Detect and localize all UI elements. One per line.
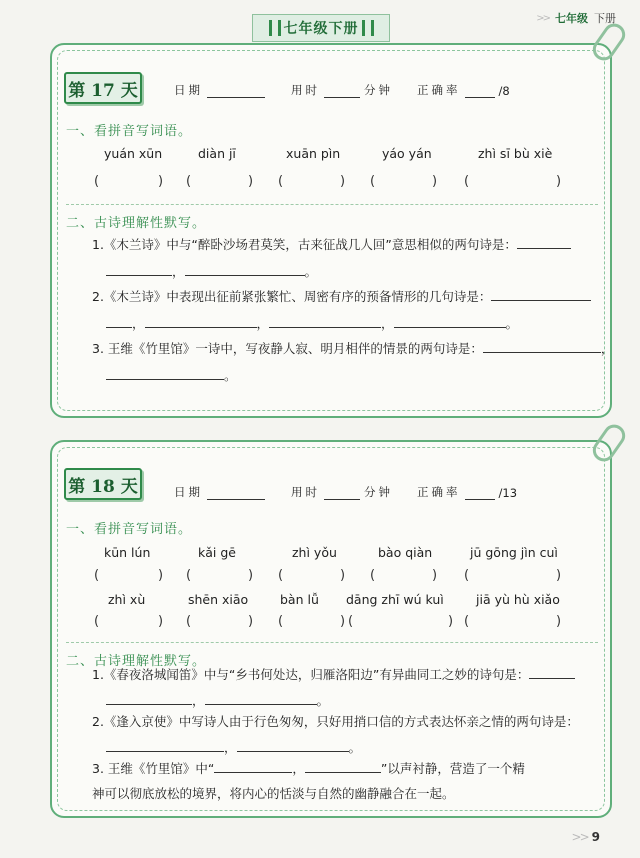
comma: ， [224, 740, 237, 755]
minutes-label: 分钟 [364, 83, 393, 97]
banner-bar-left [269, 20, 272, 36]
day17-answer-1-close: ) [158, 174, 164, 189]
day18-r1-answer-1-open[interactable]: ( [94, 568, 100, 583]
comma: ， [192, 693, 205, 708]
day18-r1-answer-4-open[interactable]: ( [370, 568, 376, 583]
day18-card-inner-border [57, 447, 605, 811]
accuracy-blank[interactable] [465, 488, 495, 500]
day18-r1-answer-1-close: ) [158, 568, 164, 583]
day18-pinyin-2: kǎi gē [198, 545, 236, 560]
day17-pinyin-5: zhì sī bù xiè [478, 146, 553, 161]
day17-q1-blank-c[interactable] [185, 264, 305, 276]
day18-q2-blank-b[interactable] [237, 740, 349, 752]
day18-q3-line-2 [92, 784, 455, 802]
date-blank[interactable] [207, 86, 265, 98]
period: 。 [224, 368, 237, 383]
comma: ， [381, 316, 394, 331]
day18-r2-answer-4-open[interactable]: ( [348, 614, 354, 629]
day18-r1-answer-2-close: ) [248, 568, 254, 583]
day17-q2-blank-c[interactable] [145, 316, 257, 328]
day18-pinyin-5: jū gōng jìn cuì [470, 545, 558, 560]
day18-question-3 [92, 761, 525, 777]
day17-q2-text: 2.《木兰诗》中表现出征前紧张繁忙、周密有序的预备情形的几句诗是： [92, 289, 492, 304]
date-label: 日期 [174, 485, 203, 499]
date-label: 日期 [174, 83, 203, 97]
day18-q1-blank-b[interactable] [106, 693, 192, 705]
day17-question-3 [92, 341, 613, 357]
day18-r2-answer-5-close: ) [556, 614, 562, 629]
day18-r2-answer-3-open[interactable]: ( [278, 614, 284, 629]
day18-pinyin-6: zhì xù [108, 592, 146, 607]
comma: ， [132, 316, 145, 331]
period: 。 [348, 740, 362, 755]
date-blank[interactable] [207, 488, 265, 500]
day18-score-total: /13 [498, 486, 518, 500]
day17-badge [64, 72, 142, 104]
day17-q3-blank-a[interactable] [483, 341, 601, 353]
day18-q3-text-b: ”以声衬静，营造了一个精 [380, 761, 525, 776]
day18-section2-title: 二、古诗理解性默写。 [66, 654, 207, 669]
day18-q3-blank-a[interactable] [214, 761, 292, 773]
day18-r2-answer-1-open[interactable]: ( [94, 614, 100, 629]
day18-badge [64, 468, 142, 500]
day17-answer-3-open[interactable]: ( [278, 174, 284, 189]
page-number-value: 9 [591, 830, 600, 844]
header-grade: 七年级 [555, 12, 588, 25]
day18-r1-answer-5-close: ) [556, 568, 562, 583]
day17-question-1 [92, 237, 571, 253]
day18-r1-answer-5-open[interactable]: ( [464, 568, 470, 583]
day18-question-1 [92, 667, 575, 683]
day18-r2-answer-2-open[interactable]: ( [186, 614, 192, 629]
day17-divider [66, 204, 598, 205]
day18-q3-blank-b[interactable] [305, 761, 381, 773]
banner-bar-right [362, 20, 365, 36]
day18-pinyin-1: kūn lún [104, 545, 151, 560]
day17-badge-label: 第 17 天 [68, 80, 138, 101]
day18-q1-answer-line [106, 691, 329, 709]
day18-section1-title: 一、看拼音写词语。 [66, 522, 193, 537]
comma: ， [600, 341, 614, 356]
day17-answer-2-open[interactable]: ( [186, 174, 192, 189]
day18-q1-text: 1.《春夜洛城闻笛》中与“乡书何处达，归雁洛阳边”有异曲同工之妙的诗句是： [92, 667, 530, 682]
day18-r2-answer-1-close: ) [158, 614, 164, 629]
comma: ， [172, 264, 185, 279]
minutes-label: 分钟 [364, 485, 393, 499]
period: 。 [505, 316, 519, 331]
time-blank[interactable] [324, 488, 360, 500]
day17-q2-blank-a[interactable] [491, 289, 591, 301]
day17-answer-4-close: ) [432, 174, 438, 189]
day18-r2-answer-2-close: ) [248, 614, 254, 629]
day18-q2-blank-a[interactable] [106, 740, 224, 752]
day18-pinyin-7: shēn xiāo [188, 592, 249, 607]
day18-pinyin-8: bàn lǚ [280, 592, 319, 607]
accuracy-label: 正确率 [417, 485, 461, 499]
day17-meta-row [174, 82, 510, 98]
header-volume: 下册 [594, 12, 616, 25]
day18-divider [66, 642, 598, 643]
accuracy-blank[interactable] [465, 86, 495, 98]
day18-q3-text-c: 神可以彻底放松的境界，将内心的恬淡与自然的幽静融合在一起。 [92, 786, 455, 801]
day18-r2-answer-4-close: ) [448, 614, 454, 629]
day17-q2-blank-e[interactable] [394, 316, 506, 328]
day18-question-2 [92, 714, 579, 730]
day17-q1-blank-a[interactable] [517, 237, 571, 249]
day18-q2-answer-line [106, 738, 361, 756]
comma: ， [256, 316, 270, 331]
day17-q1-answer-line [106, 262, 317, 280]
page-number [572, 830, 600, 844]
day17-answer-5-open[interactable]: ( [464, 174, 470, 189]
day18-r2-answer-3-close: ) [340, 614, 346, 629]
period: 。 [304, 264, 318, 279]
day17-q1-text: 1.《木兰诗》中与“醉卧沙场君莫笑，古来征战几人回”意思相似的两句诗是： [92, 237, 517, 252]
double-chevron-icon: >> [571, 830, 588, 844]
day17-answer-3-close: ) [340, 174, 346, 189]
day17-score-total: /8 [498, 84, 510, 98]
time-blank[interactable] [324, 86, 360, 98]
comma: ， [292, 761, 305, 776]
day17-section2-title: 二、古诗理解性默写。 [66, 216, 207, 231]
day17-q2-blank-b[interactable] [106, 316, 132, 328]
header-grade-info [536, 10, 616, 26]
day18-pinyin-9: dāng zhī wú kuì [346, 592, 444, 607]
day17-pinyin-1: yuán xūn [104, 146, 163, 161]
banner-bar-left-2 [278, 20, 281, 36]
day18-r1-answer-4-close: ) [432, 568, 438, 583]
day17-answer-4-open[interactable]: ( [370, 174, 376, 189]
day18-q3-text-a: 3. 王维《竹里馆》中“ [92, 761, 215, 776]
banner-title: 七年级下册 [283, 21, 359, 37]
time-label: 用时 [291, 83, 320, 97]
day17-pinyin-3: xuān pìn [286, 146, 341, 161]
day17-q3-blank-b[interactable] [106, 368, 224, 380]
accuracy-label: 正确率 [417, 83, 461, 97]
day17-question-2 [92, 289, 591, 305]
day17-section1-title: 一、看拼音写词语。 [66, 124, 193, 139]
period: 。 [316, 693, 330, 708]
day18-r1-answer-2-open[interactable]: ( [186, 568, 192, 583]
day17-answer-5-close: ) [556, 174, 562, 189]
day18-pinyin-4: bào qiàn [378, 545, 433, 560]
double-chevron-icon: >> [536, 12, 549, 24]
day17-q2-answer-line [106, 314, 518, 332]
day18-q2-text: 2.《逢入京使》中写诗人由于行色匆匆，只好用捎口信的方式表达怀亲之情的两句诗是： [92, 714, 579, 729]
day17-q3-answer-line [106, 366, 237, 384]
day18-r1-answer-3-close: ) [340, 568, 346, 583]
day17-pinyin-4: yáo yán [382, 146, 432, 161]
day17-pinyin-2: diàn jī [198, 146, 236, 161]
day18-badge-label: 第 18 天 [68, 476, 138, 497]
day17-answer-2-close: ) [248, 174, 254, 189]
time-label: 用时 [291, 485, 320, 499]
day18-pinyin-10: jiā yù hù xiǎo [476, 592, 560, 607]
day17-answer-1-open[interactable]: ( [94, 174, 100, 189]
day18-q1-blank-a[interactable] [529, 667, 575, 679]
day17-q2-blank-d[interactable] [269, 316, 381, 328]
page-banner [252, 14, 390, 42]
day18-r1-answer-3-open[interactable]: ( [278, 568, 284, 583]
day17-q3-text: 3. 王维《竹里馆》一诗中，写夜静人寂、明月相伴的情景的两句诗是： [92, 341, 483, 356]
day18-r2-answer-5-open[interactable]: ( [464, 614, 470, 629]
banner-bar-right-2 [371, 20, 374, 36]
day18-pinyin-3: zhì yǒu [292, 545, 337, 560]
day18-meta-row [174, 484, 517, 500]
day18-q1-blank-c[interactable] [205, 693, 317, 705]
day17-q1-blank-b[interactable] [106, 264, 172, 276]
